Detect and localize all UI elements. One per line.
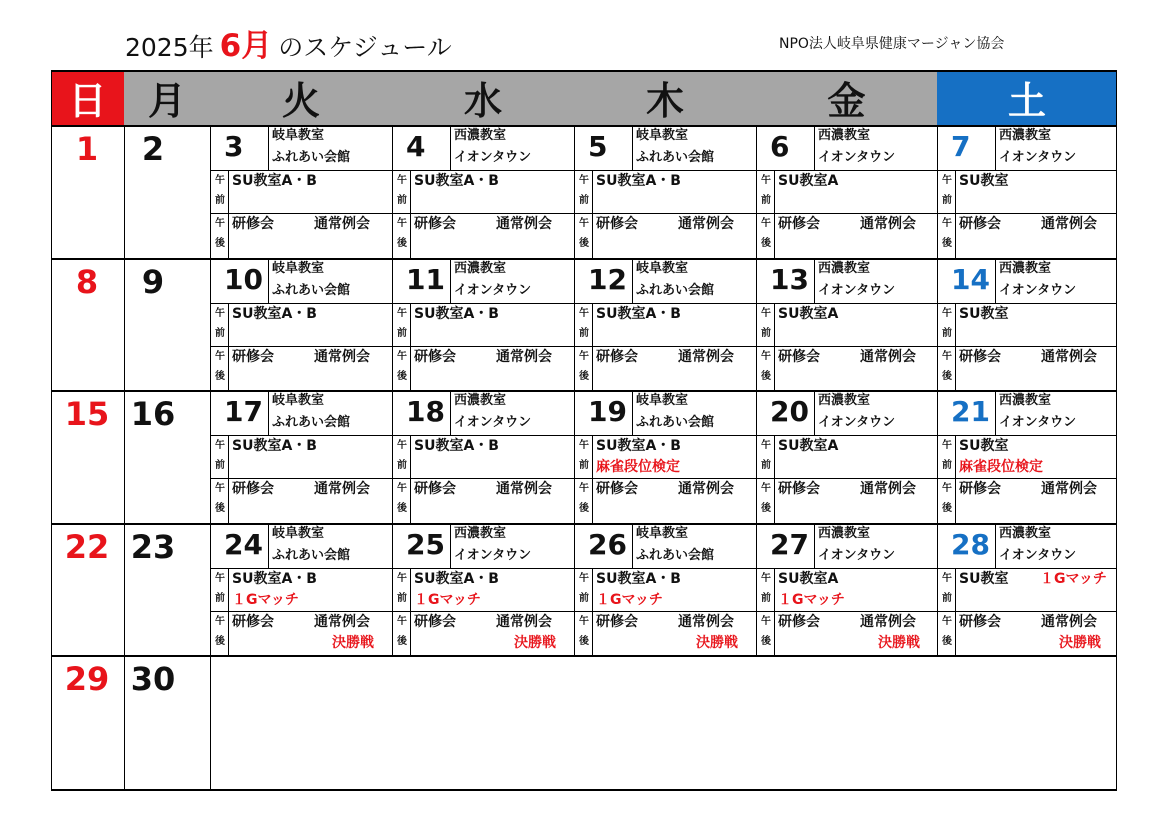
am-event: １Gマッチ bbox=[414, 591, 481, 608]
period-divider bbox=[410, 435, 411, 523]
pm-row-divider bbox=[210, 213, 1117, 214]
pm-activity-right: 通常例会 bbox=[1041, 613, 1097, 630]
pm-event: 決勝戦 bbox=[878, 634, 920, 651]
venue-name: 岐阜教室 bbox=[272, 128, 325, 143]
pm-activity-right: 通常例会 bbox=[860, 216, 916, 232]
period-divider bbox=[228, 170, 229, 258]
week-divider bbox=[51, 523, 1117, 525]
day-number-sunday: 8 bbox=[75, 262, 99, 301]
am-event: １Gマッチ bbox=[232, 591, 299, 608]
pm-activity-left: 研修会 bbox=[959, 216, 1001, 232]
pm-label-top: 午 bbox=[761, 483, 771, 494]
pm-activity-left: 研修会 bbox=[414, 348, 456, 365]
pm-label-bottom: 後 bbox=[397, 503, 407, 514]
pm-row-divider bbox=[210, 478, 1117, 479]
venue-location: イオンタウン bbox=[999, 415, 1077, 430]
am-label-bottom: 前 bbox=[579, 592, 589, 604]
pm-label-bottom: 後 bbox=[397, 238, 407, 249]
am-label-bottom: 前 bbox=[942, 327, 952, 339]
pm-activity-left: 研修会 bbox=[596, 481, 638, 497]
pm-label-top: 午 bbox=[579, 218, 589, 229]
venue-divider bbox=[814, 390, 815, 435]
day-number-monday: 2 bbox=[141, 130, 165, 168]
am-activity: SU教室A・B bbox=[596, 173, 681, 189]
am-label-top: 午 bbox=[761, 307, 771, 319]
period-divider bbox=[774, 568, 775, 656]
venue-location: イオンタウン bbox=[999, 150, 1077, 165]
calendar-top-border bbox=[51, 70, 1117, 72]
am-label-top: 午 bbox=[579, 572, 589, 584]
am-activity: SU教室A・B bbox=[596, 305, 681, 322]
am-label-bottom: 前 bbox=[215, 327, 225, 339]
am-label-top: 午 bbox=[579, 175, 589, 186]
venue-divider bbox=[268, 258, 269, 303]
venue-name: 西濃教室 bbox=[818, 128, 871, 143]
am-activity: SU教室 bbox=[959, 173, 1009, 189]
am-activity: SU教室A bbox=[778, 438, 839, 454]
pm-label-top: 午 bbox=[215, 615, 225, 627]
period-divider bbox=[228, 568, 229, 656]
pm-activity-right: 通常例会 bbox=[1041, 348, 1097, 365]
am-event: １Gマッチ bbox=[778, 591, 845, 608]
pm-event: 決勝戦 bbox=[332, 634, 374, 651]
venue-name: 西濃教室 bbox=[454, 260, 507, 276]
day-number: 20 bbox=[770, 395, 809, 428]
venue-name: 西濃教室 bbox=[999, 260, 1052, 276]
am-activity: SU教室A・B bbox=[232, 305, 317, 322]
am-label-bottom: 前 bbox=[942, 592, 952, 604]
venue-divider bbox=[995, 125, 996, 170]
am-label-bottom: 前 bbox=[579, 327, 589, 339]
day-number: 5 bbox=[588, 130, 608, 163]
am-event: 麻雀段位検定 bbox=[596, 459, 680, 475]
week-divider bbox=[51, 390, 1117, 392]
venue-divider bbox=[814, 125, 815, 170]
venue-divider bbox=[814, 258, 815, 303]
am-label-top: 午 bbox=[942, 307, 952, 319]
pm-activity-right: 通常例会 bbox=[678, 216, 734, 232]
venue-name: 西濃教室 bbox=[999, 525, 1052, 541]
pm-label-top: 午 bbox=[761, 218, 771, 229]
am-label-bottom: 前 bbox=[761, 460, 771, 471]
am-activity: SU教室A・B bbox=[232, 438, 317, 454]
am-label-top: 午 bbox=[397, 440, 407, 451]
calendar-left-border bbox=[51, 70, 52, 790]
pm-activity-right: 通常例会 bbox=[860, 481, 916, 497]
am-label-bottom: 前 bbox=[761, 592, 771, 604]
venue-divider bbox=[268, 125, 269, 170]
pm-activity-left: 研修会 bbox=[596, 348, 638, 365]
pm-label-top: 午 bbox=[942, 615, 952, 627]
am-activity: SU教室 bbox=[959, 438, 1009, 454]
am-activity: SU教室A・B bbox=[596, 570, 681, 587]
venue-name: 岐阜教室 bbox=[636, 260, 689, 276]
day-number: 27 bbox=[770, 527, 809, 561]
day-number: 12 bbox=[588, 262, 627, 296]
venue-location: イオンタウン bbox=[818, 150, 896, 165]
am-label-top: 午 bbox=[397, 307, 407, 319]
venue-location: ふれあい会館 bbox=[272, 150, 351, 165]
am-label-bottom: 前 bbox=[579, 195, 589, 206]
weekday-header-sun: 日 bbox=[51, 70, 124, 125]
pm-label-bottom: 後 bbox=[942, 635, 952, 647]
pm-label-bottom: 後 bbox=[761, 370, 771, 382]
period-divider bbox=[774, 303, 775, 391]
am-label-bottom: 前 bbox=[579, 460, 589, 471]
weekday-header-sat: 土 bbox=[937, 70, 1117, 125]
am-label-top: 午 bbox=[761, 440, 771, 451]
venue-location: ふれあい会館 bbox=[272, 415, 351, 430]
pm-activity-left: 研修会 bbox=[959, 348, 1001, 365]
pm-row-divider bbox=[210, 611, 1117, 612]
venue-location: ふれあい会館 bbox=[636, 547, 715, 563]
pm-row-divider bbox=[210, 346, 1117, 347]
pm-label-top: 午 bbox=[761, 615, 771, 627]
pm-label-bottom: 後 bbox=[397, 370, 407, 382]
day-number: 24 bbox=[224, 527, 263, 561]
pm-activity-right: 通常例会 bbox=[496, 348, 552, 365]
venue-location: イオンタウン bbox=[454, 150, 532, 165]
pm-activity-right: 通常例会 bbox=[496, 216, 552, 232]
period-divider bbox=[774, 170, 775, 258]
day-number-sunday: 1 bbox=[75, 130, 99, 168]
pm-activity-left: 研修会 bbox=[232, 216, 274, 232]
pm-label-top: 午 bbox=[215, 218, 225, 229]
page-title bbox=[125, 20, 452, 65]
pm-activity-left: 研修会 bbox=[959, 613, 1001, 630]
venue-divider bbox=[814, 523, 815, 568]
am-event-right: １Gマッチ bbox=[1040, 570, 1107, 587]
pm-activity-left: 研修会 bbox=[596, 613, 638, 630]
pm-label-top: 午 bbox=[215, 483, 225, 494]
venue-divider bbox=[268, 523, 269, 568]
am-activity: SU教室A・B bbox=[232, 570, 317, 587]
week-divider bbox=[51, 258, 1117, 260]
pm-label-top: 午 bbox=[397, 615, 407, 627]
pm-activity-left: 研修会 bbox=[414, 481, 456, 497]
pm-event: 決勝戦 bbox=[514, 634, 556, 651]
period-divider bbox=[955, 435, 956, 523]
am-label-top: 午 bbox=[942, 175, 952, 186]
pm-activity-left: 研修会 bbox=[778, 481, 820, 497]
am-activity: SU教室 bbox=[959, 570, 1009, 587]
pm-activity-left: 研修会 bbox=[232, 348, 274, 365]
am-label-bottom: 前 bbox=[397, 195, 407, 206]
am-label-top: 午 bbox=[942, 440, 952, 451]
weekday-header-mon: 月 bbox=[124, 70, 210, 125]
venue-name: 西濃教室 bbox=[818, 525, 871, 541]
pm-activity-right: 通常例会 bbox=[860, 613, 916, 630]
period-divider bbox=[228, 435, 229, 523]
period-divider bbox=[592, 568, 593, 656]
am-activity: SU教室A・B bbox=[414, 570, 499, 587]
am-activity: SU教室 bbox=[959, 305, 1009, 322]
am-row-divider bbox=[210, 170, 1117, 171]
week-divider bbox=[51, 655, 1117, 657]
venue-name: 西濃教室 bbox=[818, 393, 871, 408]
day-number: 13 bbox=[770, 262, 809, 296]
pm-label-top: 午 bbox=[761, 350, 771, 362]
am-activity: SU教室A bbox=[778, 305, 839, 322]
pm-activity-left: 研修会 bbox=[778, 613, 820, 630]
pm-event: 決勝戦 bbox=[1059, 634, 1101, 651]
pm-activity-left: 研修会 bbox=[778, 216, 820, 232]
venue-location: イオンタウン bbox=[454, 282, 532, 298]
day-number: 18 bbox=[406, 395, 445, 428]
pm-label-top: 午 bbox=[579, 483, 589, 494]
day-number: 19 bbox=[588, 395, 627, 428]
calendar-grid bbox=[51, 70, 1117, 790]
day-number-sunday: 29 bbox=[64, 660, 110, 698]
calendar-right-border bbox=[1116, 70, 1117, 790]
pm-activity-right: 通常例会 bbox=[496, 613, 552, 630]
venue-location: ふれあい会館 bbox=[636, 415, 715, 430]
day-number-monday: 16 bbox=[130, 395, 176, 433]
venue-name: 西濃教室 bbox=[454, 525, 507, 541]
am-label-top: 午 bbox=[942, 572, 952, 584]
am-label-bottom: 前 bbox=[942, 460, 952, 471]
day-number: 3 bbox=[224, 130, 244, 163]
am-label-top: 午 bbox=[215, 572, 225, 584]
pm-activity-right: 通常例会 bbox=[314, 348, 370, 365]
am-label-bottom: 前 bbox=[397, 592, 407, 604]
venue-location: ふれあい会館 bbox=[636, 282, 715, 298]
venue-location: イオンタウン bbox=[818, 282, 896, 298]
venue-divider bbox=[995, 523, 996, 568]
venue-name: 西濃教室 bbox=[454, 393, 507, 408]
period-divider bbox=[955, 568, 956, 656]
pm-activity-right: 通常例会 bbox=[1041, 216, 1097, 232]
period-divider bbox=[592, 303, 593, 391]
pm-label-bottom: 後 bbox=[579, 503, 589, 514]
pm-activity-left: 研修会 bbox=[596, 216, 638, 232]
am-label-bottom: 前 bbox=[397, 460, 407, 471]
am-label-top: 午 bbox=[215, 175, 225, 186]
venue-location: イオンタウン bbox=[454, 415, 532, 430]
am-activity: SU教室A・B bbox=[414, 305, 499, 322]
pm-activity-left: 研修会 bbox=[414, 216, 456, 232]
day-number-monday: 9 bbox=[141, 262, 165, 301]
venue-name: 西濃教室 bbox=[999, 393, 1052, 408]
pm-label-bottom: 後 bbox=[215, 503, 225, 514]
period-divider bbox=[592, 435, 593, 523]
day-number: 26 bbox=[588, 527, 627, 561]
pm-label-bottom: 後 bbox=[215, 238, 225, 249]
am-activity: SU教室A・B bbox=[596, 438, 681, 454]
pm-activity-right: 通常例会 bbox=[678, 613, 734, 630]
venue-name: 岐阜教室 bbox=[272, 393, 325, 408]
title-year: 2025年 bbox=[125, 33, 214, 62]
day-number-monday: 30 bbox=[130, 660, 176, 698]
pm-label-bottom: 後 bbox=[397, 635, 407, 647]
day-number: 6 bbox=[770, 130, 790, 163]
pm-activity-left: 研修会 bbox=[959, 481, 1001, 497]
period-divider bbox=[228, 303, 229, 391]
venue-location: イオンタウン bbox=[999, 282, 1077, 298]
pm-activity-left: 研修会 bbox=[414, 613, 456, 630]
am-label-bottom: 前 bbox=[942, 195, 952, 206]
day-number: 7 bbox=[951, 130, 971, 163]
venue-name: 西濃教室 bbox=[454, 128, 507, 143]
pm-activity-right: 通常例会 bbox=[314, 613, 370, 630]
day-number-sunday: 15 bbox=[64, 395, 110, 433]
am-row-divider bbox=[210, 568, 1117, 569]
day-number: 25 bbox=[406, 527, 445, 561]
am-event: 麻雀段位検定 bbox=[959, 459, 1043, 475]
venue-name: 西濃教室 bbox=[999, 128, 1052, 143]
day-number: 4 bbox=[406, 130, 426, 163]
day-number-monday: 23 bbox=[130, 527, 176, 566]
day-number-sunday: 22 bbox=[64, 527, 110, 566]
period-divider bbox=[410, 170, 411, 258]
pm-activity-right: 通常例会 bbox=[678, 348, 734, 365]
am-label-top: 午 bbox=[397, 175, 407, 186]
am-activity: SU教室A・B bbox=[232, 173, 317, 189]
pm-label-bottom: 後 bbox=[942, 370, 952, 382]
venue-divider bbox=[450, 258, 451, 303]
pm-label-bottom: 後 bbox=[761, 238, 771, 249]
am-label-top: 午 bbox=[397, 572, 407, 584]
am-label-top: 午 bbox=[579, 307, 589, 319]
am-label-top: 午 bbox=[761, 572, 771, 584]
pm-label-bottom: 後 bbox=[215, 370, 225, 382]
am-label-top: 午 bbox=[215, 307, 225, 319]
pm-activity-right: 通常例会 bbox=[860, 348, 916, 365]
period-divider bbox=[774, 435, 775, 523]
am-row-divider bbox=[210, 303, 1117, 304]
pm-label-bottom: 後 bbox=[942, 238, 952, 249]
am-label-top: 午 bbox=[761, 175, 771, 186]
am-label-top: 午 bbox=[215, 440, 225, 451]
pm-activity-left: 研修会 bbox=[232, 613, 274, 630]
am-activity: SU教室A・B bbox=[414, 173, 499, 189]
period-divider bbox=[592, 170, 593, 258]
pm-event: 決勝戦 bbox=[696, 634, 738, 651]
venue-divider bbox=[268, 390, 269, 435]
am-activity: SU教室A bbox=[778, 570, 839, 587]
day-number: 14 bbox=[951, 262, 990, 296]
day-number: 28 bbox=[951, 527, 990, 561]
am-label-bottom: 前 bbox=[215, 460, 225, 471]
weekday-header-wed: 水 bbox=[392, 70, 574, 125]
weekday-header-tue: 火 bbox=[210, 70, 392, 125]
venue-divider bbox=[632, 125, 633, 170]
am-label-bottom: 前 bbox=[215, 195, 225, 206]
pm-activity-right: 通常例会 bbox=[678, 481, 734, 497]
pm-label-bottom: 後 bbox=[761, 503, 771, 514]
pm-activity-right: 通常例会 bbox=[314, 216, 370, 232]
pm-label-top: 午 bbox=[397, 218, 407, 229]
am-label-top: 午 bbox=[579, 440, 589, 451]
period-divider bbox=[955, 303, 956, 391]
pm-activity-right: 通常例会 bbox=[1041, 481, 1097, 497]
day-number: 17 bbox=[224, 395, 263, 428]
pm-label-bottom: 後 bbox=[942, 503, 952, 514]
venue-divider bbox=[995, 258, 996, 303]
am-activity: SU教室A bbox=[778, 173, 839, 189]
venue-divider bbox=[632, 390, 633, 435]
pm-label-bottom: 後 bbox=[579, 238, 589, 249]
am-activity: SU教室A・B bbox=[414, 438, 499, 454]
pm-activity-left: 研修会 bbox=[232, 481, 274, 497]
venue-location: ふれあい会館 bbox=[272, 282, 351, 298]
pm-label-bottom: 後 bbox=[215, 635, 225, 647]
period-divider bbox=[410, 568, 411, 656]
pm-label-bottom: 後 bbox=[579, 370, 589, 382]
pm-label-top: 午 bbox=[397, 483, 407, 494]
am-label-bottom: 前 bbox=[761, 327, 771, 339]
weekday-header-thu: 木 bbox=[574, 70, 756, 125]
am-label-bottom: 前 bbox=[397, 327, 407, 339]
venue-location: イオンタウン bbox=[999, 547, 1077, 563]
pm-label-top: 午 bbox=[579, 615, 589, 627]
pm-label-top: 午 bbox=[215, 350, 225, 362]
venue-divider bbox=[632, 258, 633, 303]
pm-activity-right: 通常例会 bbox=[314, 481, 370, 497]
day-number: 10 bbox=[224, 262, 263, 296]
am-label-bottom: 前 bbox=[761, 195, 771, 206]
pm-activity-right: 通常例会 bbox=[496, 481, 552, 497]
venue-location: イオンタウン bbox=[454, 547, 532, 563]
venue-name: 岐阜教室 bbox=[636, 128, 689, 143]
period-divider bbox=[955, 170, 956, 258]
pm-activity-left: 研修会 bbox=[778, 348, 820, 365]
venue-divider bbox=[632, 523, 633, 568]
am-label-bottom: 前 bbox=[215, 592, 225, 604]
venue-divider bbox=[450, 523, 451, 568]
venue-location: ふれあい会館 bbox=[636, 150, 715, 165]
title-suffix: のスケジュール bbox=[278, 33, 452, 62]
pm-label-top: 午 bbox=[942, 350, 952, 362]
organization-name: NPO法人岐阜県健康マージャン協会 bbox=[779, 36, 1005, 52]
venue-divider bbox=[450, 390, 451, 435]
day-number: 21 bbox=[951, 395, 990, 428]
venue-name: 岐阜教室 bbox=[272, 260, 325, 276]
pm-label-bottom: 後 bbox=[761, 635, 771, 647]
am-row-divider bbox=[210, 435, 1117, 436]
venue-name: 岐阜教室 bbox=[636, 393, 689, 408]
venue-divider bbox=[995, 390, 996, 435]
day-number: 11 bbox=[406, 262, 445, 296]
venue-location: イオンタウン bbox=[818, 415, 896, 430]
venue-divider bbox=[450, 125, 451, 170]
period-divider bbox=[410, 303, 411, 391]
pm-label-top: 午 bbox=[942, 483, 952, 494]
pm-label-top: 午 bbox=[397, 350, 407, 362]
venue-name: 西濃教室 bbox=[818, 260, 871, 276]
venue-location: ふれあい会館 bbox=[272, 547, 351, 563]
venue-location: イオンタウン bbox=[818, 547, 896, 563]
venue-name: 岐阜教室 bbox=[272, 525, 325, 541]
col-divider-mon-tue bbox=[210, 125, 211, 790]
pm-label-top: 午 bbox=[942, 218, 952, 229]
am-event: １Gマッチ bbox=[596, 591, 663, 608]
venue-name: 岐阜教室 bbox=[636, 525, 689, 541]
title-month: 6月 bbox=[219, 28, 273, 64]
pm-label-bottom: 後 bbox=[579, 635, 589, 647]
pm-label-top: 午 bbox=[579, 350, 589, 362]
weekday-header-fri: 金 bbox=[756, 70, 937, 125]
